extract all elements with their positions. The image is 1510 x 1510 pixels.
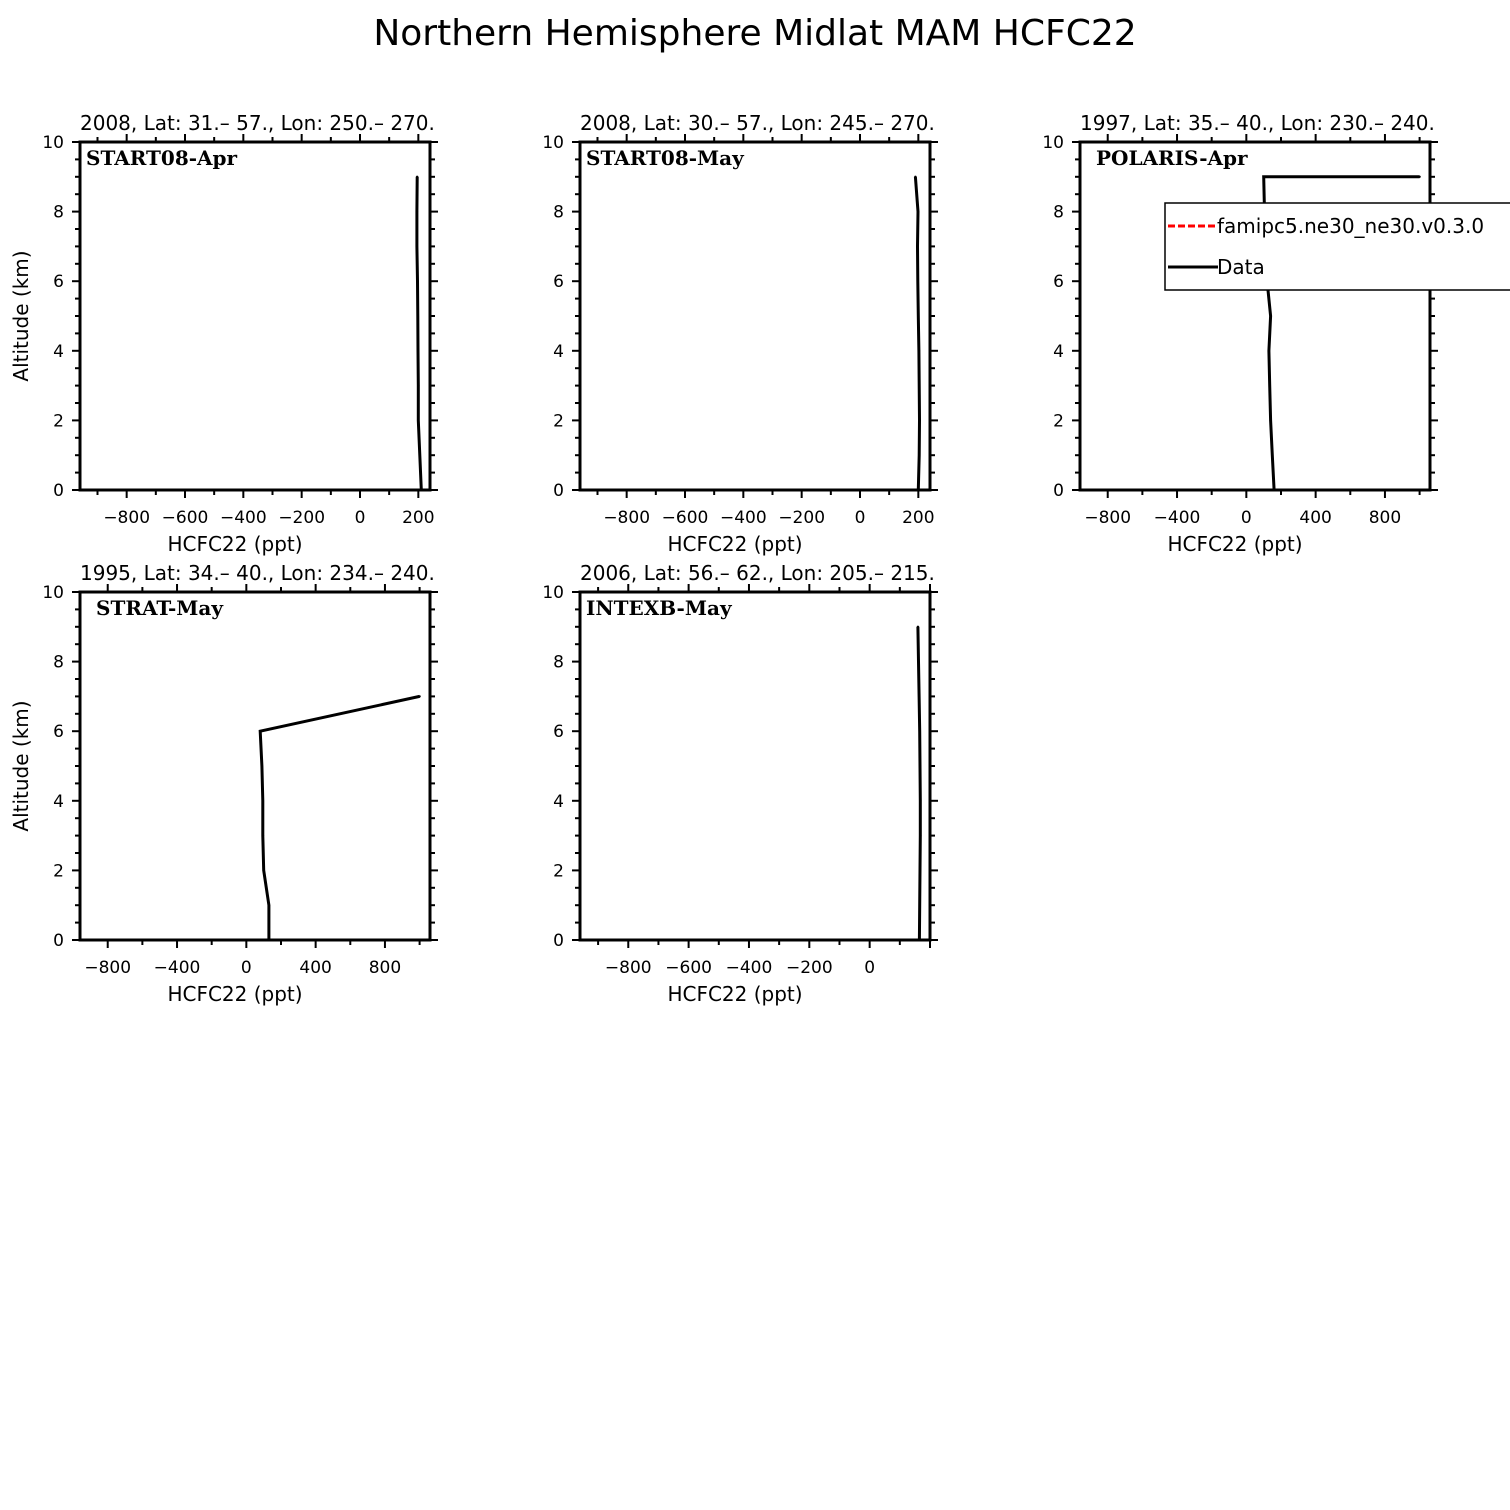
x-tick-label: 800 [368,958,402,978]
campaign-label: START08-Apr [86,146,238,170]
data-point [416,245,418,247]
data-point [1268,350,1270,352]
y-tick-label: 10 [542,133,564,153]
x-tick-label: 200 [402,508,435,528]
figure-title: Northern Hemisphere Midlat MAM HCFC22 [373,13,1137,54]
x-tick-label: −400 [725,958,773,978]
y-tick-label: 6 [1053,272,1064,293]
data-point [1273,489,1275,491]
x-tick-label: 0 [854,508,866,528]
data-point [262,800,264,802]
panel-subtitle: 2008, Lat: 31.– 57., Lon: 250.– 270. [80,111,435,135]
data-point [917,660,919,662]
x-tick-label: 0 [354,508,366,528]
data-point [261,765,263,767]
x-tick-label: 0 [864,958,876,978]
x-tick-label: −400 [153,958,201,978]
x-tick-label: −400 [1153,508,1201,528]
panel-subtitle: 2008, Lat: 30.– 57., Lon: 245.– 270. [580,111,935,135]
data-point [918,695,920,697]
data-point [918,419,920,421]
y-tick-label: 2 [553,411,564,432]
data-point [1269,419,1271,421]
y-tick-label: 8 [1053,202,1064,223]
x-tick-label: −800 [603,508,651,528]
data-point [918,350,920,352]
x-axis-label: HCFC22 (ppt) [667,982,803,1006]
x-tick-label: −600 [661,508,709,528]
y-tick-label: 8 [553,202,564,223]
y-tick-label: 0 [53,931,64,951]
campaign-label: STRAT-May [96,596,223,620]
x-tick-label: −200 [778,508,826,528]
data-point [268,904,270,906]
data-point [917,210,919,212]
data-point [420,489,422,491]
data-point [917,315,919,317]
x-tick-label: 800 [1368,508,1402,528]
x-axis-label: HCFC22 (ppt) [167,982,303,1006]
y-tick-label: 4 [553,341,564,362]
y-tick-label: 2 [53,861,64,882]
x-tick-label: −800 [84,958,132,978]
data-point [919,765,921,767]
legend-label: Data [1217,255,1265,279]
data-point [919,730,921,732]
y-tick-label: 10 [42,583,64,603]
y-axis-label: Altitude (km) [9,700,33,832]
data-point [418,695,420,697]
data-point [417,350,419,352]
data-point [417,384,419,386]
panel-subtitle: 1995, Lat: 34.– 40., Lon: 234.– 240. [80,561,435,585]
x-tick-label: 400 [299,958,332,978]
campaign-label: POLARIS-Apr [1096,146,1248,170]
data-point [916,245,918,247]
data-point [914,176,916,178]
data-point [917,280,919,282]
data-point [1269,384,1271,386]
y-tick-label: 10 [542,583,564,603]
y-tick-label: 6 [553,272,564,293]
data-point [416,280,418,282]
y-tick-label: 6 [53,722,64,743]
y-tick-label: 8 [53,202,64,223]
data-point [919,869,921,871]
y-tick-label: 0 [553,931,564,951]
data-point [918,384,920,386]
data-point [417,315,419,317]
data-point [919,800,921,802]
y-tick-label: 4 [53,791,64,812]
x-tick-label: −400 [719,508,767,528]
data-point [262,869,264,871]
x-tick-label: 0 [1240,508,1252,528]
data-point [416,176,418,178]
data-point [268,939,270,941]
y-axis-label: Altitude (km) [9,250,33,382]
x-tick-label: −600 [665,958,712,978]
x-tick-label: 0 [240,958,252,978]
y-tick-label: 2 [1053,411,1064,432]
data-point [1262,176,1264,178]
data-point [917,626,919,628]
data-point [1418,176,1420,178]
x-tick-label: −600 [161,508,209,528]
x-tick-label: 400 [1299,508,1332,528]
y-tick-label: 10 [42,133,64,153]
panel-subtitle: 2006, Lat: 56.– 62., Lon: 205.– 215. [580,561,935,585]
x-tick-label: −800 [1084,508,1132,528]
campaign-label: START08-May [586,146,744,170]
data-point [919,904,921,906]
x-axis-label: HCFC22 (ppt) [667,532,803,556]
data-point [1271,454,1273,456]
legend-label: famipc5.ne30_ne30.v0.3.0 [1217,214,1485,238]
data-point [918,454,920,456]
x-tick-label: −800 [604,958,652,978]
data-point [259,730,261,732]
data-point [416,210,418,212]
y-tick-label: 2 [53,411,64,432]
panel-subtitle: 1997, Lat: 35.– 40., Lon: 230.– 240. [1080,111,1435,135]
y-tick-label: 0 [553,481,564,501]
campaign-label: INTEXB-May [586,596,732,620]
data-point [918,939,920,941]
data-point [917,489,919,491]
y-tick-label: 0 [53,481,64,501]
y-tick-label: 8 [553,652,564,673]
x-tick-label: −400 [219,508,267,528]
x-axis-label: HCFC22 (ppt) [167,532,303,556]
y-tick-label: 2 [553,861,564,882]
y-tick-label: 8 [53,652,64,673]
data-point [417,419,419,421]
data-point [419,454,421,456]
x-tick-label: 200 [902,508,935,528]
y-tick-label: 10 [1042,133,1064,153]
y-tick-label: 4 [553,791,564,812]
x-tick-label: −800 [103,508,151,528]
y-tick-label: 4 [53,341,64,362]
legend [1165,203,1510,290]
x-axis-label: HCFC22 (ppt) [1167,532,1303,556]
y-tick-label: 0 [1053,481,1064,501]
y-tick-label: 6 [553,722,564,743]
x-tick-label: −200 [278,508,326,528]
y-tick-label: 4 [1053,341,1064,362]
y-tick-label: 6 [53,272,64,293]
x-tick-label: −200 [785,958,833,978]
data-point [919,834,921,836]
data-point [262,834,264,836]
data-point [1269,315,1271,317]
